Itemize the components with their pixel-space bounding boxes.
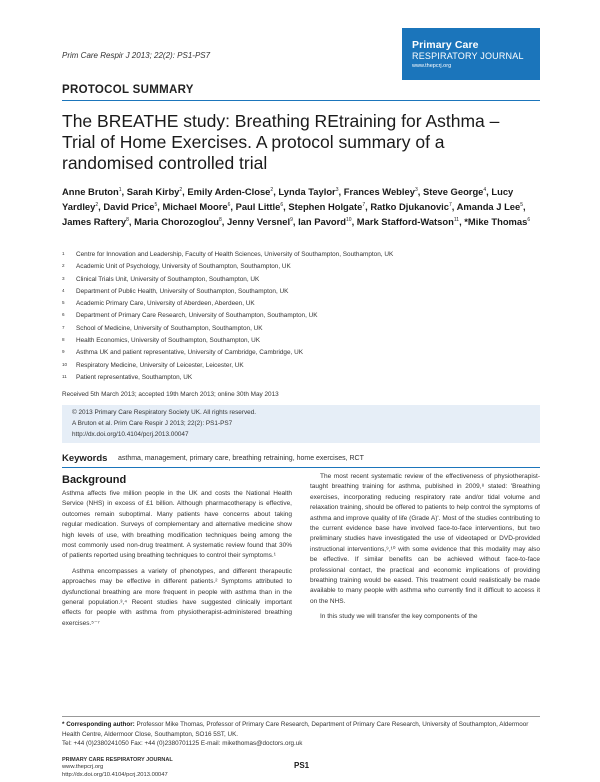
affiliation-item [62,323,540,335]
keywords-divider [62,467,540,468]
author-name: James Raftery [62,215,127,227]
footer-journal-name: PRIMARY CARE RESPIRATORY JOURNAL [62,757,173,763]
affiliation-text: Clinical Trials Unit, University of Southampton, Southampton, UK [76,275,260,283]
copyright-line: © 2013 Primary Care Respiratory Society UK. All rights reserved. [72,409,257,416]
logo-website: www.thepcrj.org [412,63,452,69]
logo-line-1: Primary Care [412,39,479,51]
correspondence-label: * Corresponding author: [62,721,135,728]
section-heading: Background [62,474,127,486]
author-affiliation-marker: 4 [483,187,487,193]
affiliation-number: 10 [62,361,68,367]
affiliation-item [62,335,540,347]
affiliation-number: 7 [62,324,65,330]
author-name: Maria Chorozoglou [134,215,220,227]
affiliation-item [62,298,540,310]
affiliation-item [62,360,540,372]
affiliation-number: 6 [62,312,65,318]
logo-line-2: RESPIRATORY JOURNAL [412,51,524,61]
author-name: Mark Stafford-Watson [356,215,454,227]
author-affiliation-marker: 7 [449,201,452,208]
affiliation-text: Respiratory Medicine, University of Leicester, Leicester, UK [76,361,244,369]
received-dates: Received 5th March 2013; accepted 19th March 2013; online 30th May 2013 [62,391,279,398]
author-name: David Price [103,201,155,213]
author-name: Emily Arden-Close [187,186,271,198]
copyright-box [62,405,540,443]
author-name: Ratko Djukanovic [370,201,449,213]
paragraph: Asthma affects five million people in the UK and costs the National Health Service (NHS) in excess of £1 billion. Although pharmacotherapy is effective, outcomes remain suboptimal. Many patients have concerns about taking regular medication. Surveys of complementary and alternative medicine show high levels of use, with breathing modification techniques being among the most commonly used non-drug treatment. A systematic review found that 30% of patients reported using breathing techniques to control their symptoms.¹ [62,490,292,560]
author-affiliation-marker: 8 [219,216,222,223]
author-name: Sarah Kirby [126,186,180,198]
author-name: Anne Bruton [62,186,119,198]
keywords-text: asthma, management, primary care, breathing retraining, home exercises, RCT [118,455,364,462]
affiliation-text: Academic Primary Care, University of Aberdeen, Aberdeen, UK [76,300,255,308]
author-affiliation-marker: 3 [335,187,339,193]
author-affiliation-marker: 2 [270,187,274,193]
body-column-left [62,474,292,634]
affiliation-text: Health Economics, University of Southampton, Southampton, UK [76,337,260,345]
affiliation-item [62,261,540,273]
keywords-label: Keywords [62,453,108,464]
affiliation-item [62,286,540,298]
author-name: Lucy Yardley [62,186,514,213]
paragraph: Asthma encompasses a variety of phenotypes, and different therapeutic approaches may be effective in different patients.² Symptoms attributed to dysfunctional breathing are more frequent in people with asthma than in the general population.³,⁴ Recent studies have suggested clinically important effects for people with asthma from physiotherapist-administered breathing exercises.⁵⁻⁷ [62,567,292,627]
affiliation-text: Asthma UK and patient representative, University of Cambridge, Cambridge, UK [76,349,303,357]
author-name: Amanda J Lee [456,201,521,213]
affiliation-number: 2 [62,263,65,269]
footer-doi[interactable]: http://dx.doi.org/10.4104/pcrj.2013.00047 [62,771,168,778]
affiliation-number: 5 [62,300,65,306]
author-affiliation-marker: 7 [362,201,366,208]
affiliation-text: Academic Unit of Psychology, University of Southampton, Southampton, UK [76,263,291,271]
affiliation-item [62,347,540,359]
affiliation-text: School of Medicine, University of Southampton, Southampton, UK [76,324,263,332]
page-number: PS1 [294,761,310,770]
affiliation-text: Centre for Innovation and Leadership, Faculty of Health Sciences, University of Southampton, Southampton, UK [76,251,394,258]
affiliation-number: 11 [62,373,67,379]
author-name: Frances Webley [343,186,415,198]
affiliation-number: 9 [62,349,65,355]
header-divider [62,100,540,101]
correspondence-block [62,720,540,749]
author-name: *Mike Thomas [464,215,528,227]
footer-info [62,757,173,779]
author-name: Jenny Versnel [227,215,291,227]
author-affiliation-marker: 6 [227,201,231,208]
journal-logo [402,28,540,80]
correspondence-text: Professor Mike Thomas, Professor of Primary Care Research, Department of Primary Care Research, University of Southampton, Aldermoor Health Centre, Aldermoor Close, Southampton, SO16 5ST, UK. [62,721,529,738]
author-name: Michael Moore [162,201,228,213]
author-list: Anne Bruton$^1$, Sarah Kirby$^2$, Emily Arden-Close$^2$, Lynda Taylor$^3$, Frances Webley$^3$, Steve George$^4$, Lucy Yardley$^2$, David Price$^5$, Michael Moore$^6$, Paul Little$^6$, Stephen Holgate$^7$, Ratko Djukanovic$^7$, Amanda J Lee$^5$, James Raftery$^8$, Maria Chorozoglou$^8$, Jenny Versnel$^9$, Ian Pavord$^{10}$, Mark Stafford-Watson$^{11}$, *Mike Thomas$^6$ [62,186,531,227]
author-name: Steve George [422,186,484,198]
author-affiliation-marker: 1 [118,187,122,193]
citation-line: A Bruton et al. Prim Care Respir J 2013; 22(2): PS1-PS7 [72,420,233,427]
author-affiliation-marker: 5 [520,201,524,208]
affiliation-item [62,249,540,261]
section-tag: PROTOCOL SUMMARY [62,84,194,96]
author-affiliation-marker: 10 [346,216,352,223]
affiliation-list [62,249,540,384]
author-affiliation-marker: 6 [280,201,284,208]
affiliation-number: 8 [62,337,65,343]
paragraph: The most recent systematic review of the effectiveness of physiotherapist-taught breathing training for asthma, published in 2009,⁸ stated: 'Breathing exercises, incorporating reducing respiratory rate and/or tidal volume and relaxation training, should be offered to patients to help control the symptoms of asthma and improve quality of life (Grade A)'. Most of the studies contributing to the current evidence base have involved face-to-face interventions, but two preliminary studies have investigated the use of videotaped or DVD-provided instructional interventions,⁹,¹⁰ with some evidence that this modality may also be effective. If similar benefits can be achieved without face-to-face professional contact, the practical and economic implications of providing breathing training would be eased. This treatment could realistically be made available to many people with asthma who currently find it difficult to access it on the NHS. [310,473,540,605]
affiliation-number: 4 [62,287,65,293]
paragraph: In this study we will transfer the key components of the [320,613,478,621]
journal-citation: Prim Care Respir J 2013; 22(2): PS1-PS7 [62,51,211,60]
author-affiliation-marker: 8 [126,216,129,223]
affiliation-number: 1 [62,251,65,256]
body-column-right [310,472,540,628]
author-affiliation-marker: 2 [95,201,99,208]
author-name: Lynda Taylor [278,186,336,198]
affiliation-number: 3 [62,275,65,281]
author-affiliation-marker: 2 [179,187,183,193]
author-name: Ian Pavord [298,215,347,227]
correspondence-contact: Tel: +44 (0)2380241050 Fax: +44 (0)2380701125 E-mail: mikethomas@doctors.org.uk [62,740,303,748]
affiliation-item [62,372,540,384]
author-name: Stephen Holgate [288,201,363,213]
article-title: The BREATHE study: Breathing REtraining for Asthma – Trial of Home Exercises. A protocol summary of a randomised controlled trial [62,111,500,173]
affiliation-text: Patient representative, Southampton, UK [76,373,193,381]
author-name: Paul Little [235,201,281,213]
author-affiliation-marker: 9 [290,216,293,223]
author-affiliation-marker: 6 [527,216,531,223]
affiliation-text: Department of Public Health, University of Southampton, Southampton, UK [76,287,289,295]
correspondence-divider [62,716,540,717]
doi-link[interactable]: http://dx.doi.org/10.4104/pcrj.2013.00047 [72,431,189,438]
footer-website[interactable]: www.thepcrj.org [62,764,104,771]
affiliation-text: Department of Primary Care Research, University of Southampton, Southampton, UK [76,312,318,320]
affiliation-item [62,310,540,322]
author-affiliation-marker: 3 [414,187,418,193]
affiliation-item [62,274,540,286]
author-affiliation-marker: 5 [154,201,158,208]
author-affiliation-marker: 11 [453,216,460,223]
